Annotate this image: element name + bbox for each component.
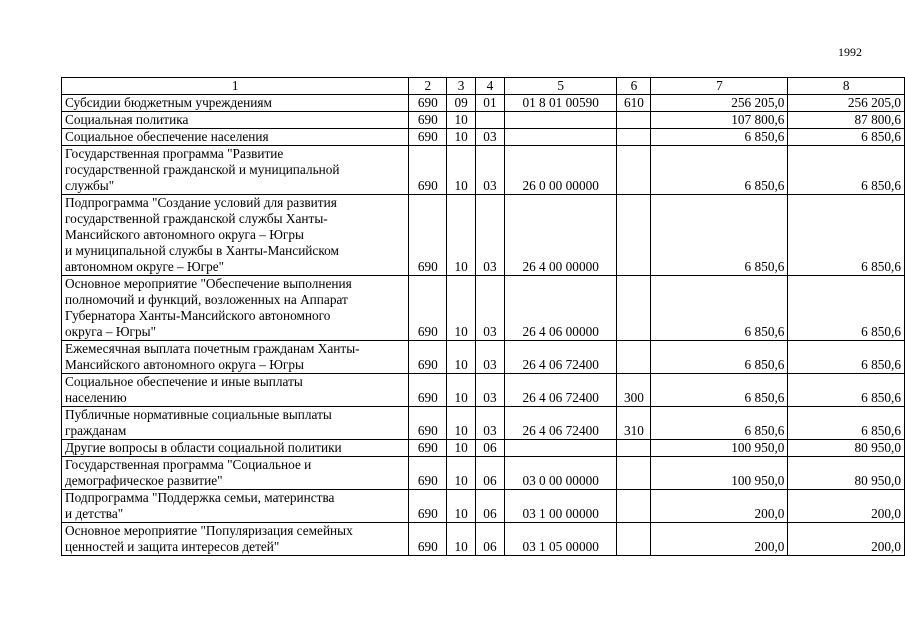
header-cell-6: 6 — [617, 78, 651, 95]
header-cell-5: 5 — [504, 78, 617, 95]
section-cell: 10 — [447, 146, 476, 195]
table-row — [62, 407, 905, 440]
chapter-cell: 690 — [409, 195, 447, 276]
target-article-cell: 26 4 06 72400 — [504, 407, 617, 440]
chapter-cell: 690 — [409, 374, 447, 407]
chapter-cell: 690 — [409, 440, 447, 457]
amount-year-1-cell: 107 800,6 — [651, 112, 788, 129]
section-cell: 10 — [447, 457, 476, 490]
item-name-line: ценностей и защита интересов детей" — [65, 539, 280, 554]
expense-type-cell — [617, 523, 651, 556]
section-cell: 10 — [447, 523, 476, 556]
expense-type-cell — [617, 440, 651, 457]
subsection-cell: 06 — [476, 490, 505, 523]
target-article-cell: 03 1 00 00000 — [504, 490, 617, 523]
table-header-row — [62, 78, 905, 95]
item-name-line: Губернатора Ханты-Мансийского автономного — [65, 308, 331, 323]
subsection-cell: 03 — [476, 129, 505, 146]
item-name-line: Государственная программа "Развитие — [65, 146, 284, 161]
expense-type-cell — [617, 276, 651, 341]
item-name-line: государственной гражданской службы Ханты- — [65, 211, 328, 226]
table-row — [62, 112, 905, 129]
subsection-cell: 01 — [476, 95, 505, 112]
table-row — [62, 490, 905, 523]
amount-year-1-cell: 256 205,0 — [651, 95, 788, 112]
amount-year-2-cell: 6 850,6 — [788, 146, 905, 195]
target-article-cell: 03 1 05 00000 — [504, 523, 617, 556]
target-article-cell — [504, 112, 617, 129]
section-cell: 09 — [447, 95, 476, 112]
target-article-cell: 26 0 00 00000 — [504, 146, 617, 195]
amount-year-2-cell: 87 800,6 — [788, 112, 905, 129]
item-name-cell — [62, 341, 409, 374]
header-cell-4: 4 — [476, 78, 505, 95]
amount-year-2-cell: 6 850,6 — [788, 407, 905, 440]
amount-year-1-cell: 200,0 — [651, 490, 788, 523]
section-cell: 10 — [447, 341, 476, 374]
amount-year-1-cell: 6 850,6 — [651, 146, 788, 195]
expense-type-cell — [617, 112, 651, 129]
item-name-cell — [62, 523, 409, 556]
item-name-line: Мансийского автономного округа – Югры — [65, 227, 304, 242]
expense-type-cell — [617, 341, 651, 374]
amount-year-1-cell: 6 850,6 — [651, 129, 788, 146]
item-name-line: демографическое развитие" — [65, 473, 223, 488]
chapter-cell: 690 — [409, 523, 447, 556]
table-row — [62, 276, 905, 341]
chapter-cell: 690 — [409, 490, 447, 523]
amount-year-1-cell: 200,0 — [651, 523, 788, 556]
item-name-line: службы" — [65, 178, 115, 193]
table-row — [62, 440, 905, 457]
budget-table — [61, 77, 905, 556]
item-name-line: Ежемесячная выплата почетным гражданам Ханты- — [65, 341, 360, 356]
subsection-cell: 06 — [476, 440, 505, 457]
chapter-cell: 690 — [409, 95, 447, 112]
expense-type-cell: 610 — [617, 95, 651, 112]
section-cell: 10 — [447, 374, 476, 407]
item-name-cell — [62, 407, 409, 440]
expense-type-cell — [617, 457, 651, 490]
header-cell-2: 2 — [409, 78, 447, 95]
subsection-cell: 06 — [476, 457, 505, 490]
item-name-line: Субсидии бюджетным учреждениям — [65, 95, 272, 110]
amount-year-1-cell: 6 850,6 — [651, 407, 788, 440]
chapter-cell: 690 — [409, 129, 447, 146]
amount-year-2-cell: 6 850,6 — [788, 374, 905, 407]
header-cell-7: 7 — [651, 78, 788, 95]
target-article-cell: 03 0 00 00000 — [504, 457, 617, 490]
target-article-cell: 26 4 06 72400 — [504, 341, 617, 374]
item-name-line: Социальное обеспечение и иные выплаты — [65, 374, 303, 389]
section-cell: 10 — [447, 112, 476, 129]
header-cell-8: 8 — [788, 78, 905, 95]
item-name-cell — [62, 457, 409, 490]
amount-year-1-cell: 6 850,6 — [651, 276, 788, 341]
expense-type-cell — [617, 490, 651, 523]
chapter-cell: 690 — [409, 112, 447, 129]
chapter-cell: 690 — [409, 146, 447, 195]
item-name-line: Основное мероприятие "Обеспечение выполнения — [65, 276, 352, 291]
amount-year-2-cell: 200,0 — [788, 490, 905, 523]
item-name-line: и детства" — [65, 506, 124, 521]
item-name-line: населению — [65, 390, 127, 405]
item-name-cell — [62, 490, 409, 523]
subsection-cell: 03 — [476, 146, 505, 195]
amount-year-2-cell: 6 850,6 — [788, 341, 905, 374]
table-row — [62, 374, 905, 407]
amount-year-1-cell: 100 950,0 — [651, 457, 788, 490]
table-row — [62, 341, 905, 374]
amount-year-1-cell: 6 850,6 — [651, 195, 788, 276]
item-name-cell — [62, 129, 409, 146]
subsection-cell — [476, 112, 505, 129]
item-name-cell — [62, 276, 409, 341]
subsection-cell: 06 — [476, 523, 505, 556]
target-article-cell — [504, 129, 617, 146]
expense-type-cell — [617, 195, 651, 276]
subsection-cell: 03 — [476, 195, 505, 276]
expense-type-cell: 300 — [617, 374, 651, 407]
table-row — [62, 457, 905, 490]
item-name-line: гражданам — [65, 423, 127, 438]
amount-year-1-cell: 6 850,6 — [651, 374, 788, 407]
amount-year-2-cell: 6 850,6 — [788, 129, 905, 146]
section-cell: 10 — [447, 129, 476, 146]
amount-year-2-cell: 80 950,0 — [788, 457, 905, 490]
item-name-line: Другие вопросы в области социальной политики — [65, 440, 342, 455]
item-name-line: Социальная политика — [65, 112, 189, 127]
item-name-cell — [62, 195, 409, 276]
chapter-cell: 690 — [409, 407, 447, 440]
item-name-cell — [62, 112, 409, 129]
item-name-line: Основное мероприятие "Популяризация семейных — [65, 523, 353, 538]
chapter-cell: 690 — [409, 457, 447, 490]
amount-year-1-cell: 100 950,0 — [651, 440, 788, 457]
table-row — [62, 129, 905, 146]
table-row — [62, 523, 905, 556]
expense-type-cell: 310 — [617, 407, 651, 440]
chapter-cell: 690 — [409, 276, 447, 341]
subsection-cell: 03 — [476, 276, 505, 341]
item-name-line: и муниципальной службы в Ханты-Мансийском — [65, 243, 339, 258]
item-name-line: округа – Югры" — [65, 324, 157, 339]
item-name-line: государственной гражданской и муниципальной — [65, 162, 340, 177]
section-cell: 10 — [447, 440, 476, 457]
item-name-line: Публичные нормативные социальные выплаты — [65, 407, 332, 422]
target-article-cell: 26 4 06 00000 — [504, 276, 617, 341]
section-cell: 10 — [447, 195, 476, 276]
section-cell: 10 — [447, 490, 476, 523]
target-article-cell: 01 8 01 00590 — [504, 95, 617, 112]
amount-year-2-cell: 80 950,0 — [788, 440, 905, 457]
expense-type-cell — [617, 146, 651, 195]
page-number: 1992 — [838, 45, 862, 59]
target-article-cell: 26 4 06 72400 — [504, 374, 617, 407]
item-name-cell — [62, 95, 409, 112]
table-row — [62, 195, 905, 276]
subsection-cell: 03 — [476, 341, 505, 374]
table-row — [62, 95, 905, 112]
target-article-cell: 26 4 00 00000 — [504, 195, 617, 276]
item-name-line: Социальное обеспечение населения — [65, 129, 269, 144]
amount-year-2-cell: 6 850,6 — [788, 276, 905, 341]
amount-year-2-cell: 256 205,0 — [788, 95, 905, 112]
subsection-cell: 03 — [476, 407, 505, 440]
amount-year-2-cell: 200,0 — [788, 523, 905, 556]
budget-table-body — [62, 78, 905, 556]
subsection-cell: 03 — [476, 374, 505, 407]
item-name-line: Государственная программа "Социальное и — [65, 457, 312, 472]
target-article-cell — [504, 440, 617, 457]
item-name-cell — [62, 146, 409, 195]
item-name-line: полномочий и функций, возложенных на Аппарат — [65, 292, 348, 307]
chapter-cell: 690 — [409, 341, 447, 374]
table-row — [62, 146, 905, 195]
section-cell: 10 — [447, 407, 476, 440]
amount-year-1-cell: 6 850,6 — [651, 341, 788, 374]
item-name-line: Подпрограмма "Создание условий для развития — [65, 195, 337, 210]
header-cell-3: 3 — [447, 78, 476, 95]
item-name-line: Мансийского автономного округа – Югры — [65, 357, 304, 372]
item-name-cell — [62, 440, 409, 457]
expense-type-cell — [617, 129, 651, 146]
item-name-line: автономном округе – Югре" — [65, 259, 225, 274]
item-name-line: Подпрограмма "Поддержка семьи, материнства — [65, 490, 335, 505]
item-name-cell — [62, 374, 409, 407]
header-cell-1: 1 — [62, 78, 409, 95]
section-cell: 10 — [447, 276, 476, 341]
amount-year-2-cell: 6 850,6 — [788, 195, 905, 276]
